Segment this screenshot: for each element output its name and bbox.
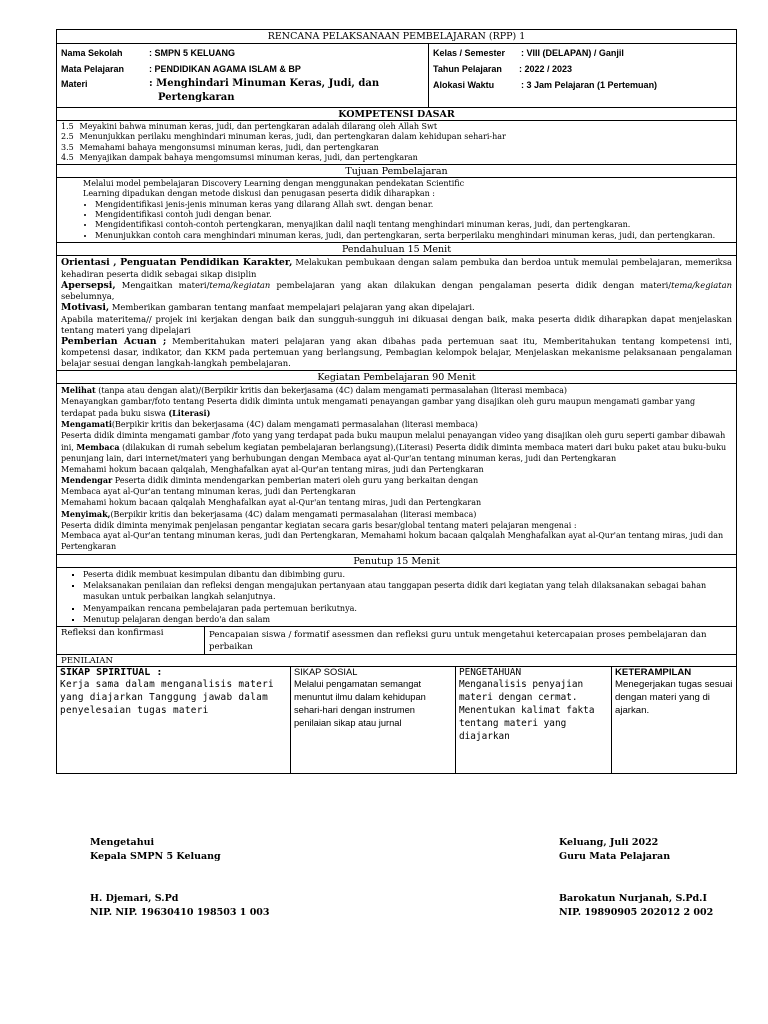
kd-item: 4.5 Menyajikan dampak bahaya mengomsumsi minuman keras, judi, dan pertengkaran — [61, 152, 418, 162]
apabila-text: Apabila materitema// projek ini kerjakan dengan baik dan sungguh-sungguh ini dikuasai dengan baik, maka peserta didik diharapkan dapat menjelaskan tentang materi yang dipelajari — [61, 313, 732, 335]
keterampilan-body: Menegerjakan tugas sesuai dengan materi yang di ajarkan. — [615, 678, 733, 716]
tujuan-list — [83, 200, 732, 241]
kegiatan-block: Melihat (tanpa atau dengan alat)/(Berpikir kritis dan bekerjasama (4C) dalam mengamati permasalahan (literasi membaca) Menayangkan gambar/foto tentang Peserta didik diminta untuk mengamati penayangan gambar yang disajikan oleh guru maupun mengamati gambar yang terdapat pada buku siswa (Literasi) Mengamati(Berpikir kritis dan bekerjasama (4C) dalam mengamati permasalahan (literasi membaca) Peserta didik diminta mengamati gambar /foto yang yang terdapat pada buku maupun melalui penayangan video yang disajikan oleh guru seperti gambar dibawah ini, Membaca (dilakukan di rumah sebelum kegiatan pembelajaran berlangsung),(Literasi) Peserta didik diminta membaca materi dari buku paket atau buku-buku penunjang lain, dari internet/materi yang berhubungan dengan Membaca ayat al-Qur'an tentang minuman keras, judi dan Pertengkaran Memahami hokum bacaan qalqalah, Menghafalkan ayat al-Qur'an tentang miras, judi dan Pertengkaran Mendengar Peserta didik diminta mendengarkan pemberian materi oleh guru yang berkaitan dengan Membaca ayat al-Qur'an tentang minuman keras, judi dan Pertengkaran Memahami hokum bacaan qalqalah Menghafalkan ayat al-Qur'an tentang miras, judi dan Pertengkaran Menyimak,(Berpikir kritis dan bekerjasama (4C) dalam mengamati permasalahan (literasi membaca) Peserta didik diminta menyimak penjelasan pengantar kegiatan secara garis besar/global tentang materi pelajaran mengenai : Membaca ayat al-Qur'an tentang minuman keras, judi dan Pertengkaran, Memahami hokum bacaan qalqalah Menghafalkan ayat al-Qur'an tentang miras, judi dan Pertengkaran — [57, 384, 736, 555]
sig-right-nip: NIP. 19890905 202012 2 002 — [559, 907, 714, 918]
penilaian-spiritual — [57, 667, 291, 773]
sig-right-name: Barokatun Nurjanah, S.Pd.I — [559, 893, 707, 904]
penutup-item: ▪ Menutup pelajaran dengan berdo'a dan salam — [83, 614, 732, 625]
pengetahuan-title: PENGETAHUAN — [459, 666, 522, 678]
pendahuluan-heading: Pendahuluan 15 Menit — [57, 243, 736, 256]
tujuan-item: • Mengidentifikasi contoh-contoh pertengkaran, menyajikan dalil naqli tentang menghindari minuman keras, judi, dan pertengkaran. — [95, 220, 732, 230]
acuan-label: Pemberian Acuan ; — [61, 335, 167, 347]
refleksi-row — [57, 627, 736, 655]
orientasi-text: Melakukan pembukaan dengan salam pembuka dan berdoa untuk memulai pembelajaran, memeriksa kehadiran peserta didik sebagai sikap disiplin — [61, 256, 732, 279]
pengetahuan-body: Menganalisis penyajian materi dengan cermat. Menentukan kalimat fakta tentang materi yang diajarkan — [459, 678, 595, 742]
subject-label: Mata Pelajaran — [61, 64, 125, 74]
sosial-title: SIKAP SOSIAL — [294, 666, 358, 677]
subject-value: : PENDIDIKAN AGAMA ISLAM & BP — [149, 64, 301, 74]
refleksi-label: Refleksi dan konfirmasi — [57, 627, 205, 654]
tujuan-item: • Mengidentifikasi contoh judi dengan benar. — [95, 210, 732, 220]
school-value: : SMPN 5 KELUANG — [149, 48, 236, 58]
penutup-block — [57, 568, 736, 627]
penilaian-grid — [57, 667, 736, 773]
sosial-body: Melalui pengamatan semangat menuntut ilmu dalam kehidupan sehari-hari dengan instrumen penilaian sikap atau jurnal — [294, 678, 426, 728]
sig-right-line1: Keluang, Juli 2022 — [559, 837, 659, 848]
sig-left-name: H. Djemari, S.Pd — [90, 893, 179, 904]
motivasi-label: Motivasi, — [61, 302, 110, 314]
identity-block — [57, 44, 736, 108]
penilaian-keterampilan — [612, 667, 736, 773]
kd-heading: KOMPETENSI DASAR — [57, 108, 736, 121]
penutup-item: ▪ Menyampaikan rencana pembelajaran pada pertemuan berikutnya. — [83, 603, 732, 614]
penilaian-heading: PENILAIAN — [57, 655, 736, 667]
sig-left-nip: NIP. NIP. 19630410 198503 1 003 — [90, 907, 270, 918]
refleksi-text: Pencapaian siswa / formatif asessmen dan refleksi guru untuk mengetahui ketercapaian proses pembelajaran dan perbaikan — [209, 629, 707, 652]
apersepsi-label: Apersepsi, — [61, 279, 116, 291]
kd-list — [57, 121, 736, 165]
pendahuluan-block: Orientasi , Penguatan Pendidikan Karakter, Melakukan pembukaan dengan salam pembuka dan berdoa untuk memulai pembelajaran, memeriksa kehadiran peserta didik sebagai sikap disiplin Apersepsi, Mengaitkan materi/tema/kegiatan pembelajaran yang akan dilakukan dengan pengalaman peserta didik dengan materi/tema/kegiatan sebelumnya, Motivasi, Memberikan gambaran tentang manfaat mempelajari pelajaran yang akan dipelajari. Apabila materitema// projek ini kerjakan dengan baik dan sungguh-sungguh ini dikuasai dengan baik, maka peserta didik diharapkan dapat menjelaskan tentang materi yang dipelajari Pemberian Acuan ; Memberitahukan materi pelajaran yang akan dibahas pada pertemuan saat itu, Memberitahukan tentang kompetensi inti, kompetensi dasar, indikator, dan KKM pada pertemuan yang berlangsung, Pembagian kelompok belajar, Menjelaskan mekanisme pelaksanaan pengalaman belajar sesuai dengan langkah-langkah pembelajaran. — [57, 256, 736, 371]
tujuan-block — [57, 178, 736, 243]
spiritual-title: SIKAP SPIRITUAL : — [60, 666, 163, 678]
penilaian-sosial — [291, 667, 456, 773]
signature-left — [90, 836, 270, 920]
year-label: Tahun Pelajaran — [433, 64, 502, 74]
time-value: : 3 Jam Pelajaran (1 Pertemuan) — [521, 80, 658, 90]
tujuan-heading: Tujuan Pembelajaran — [57, 165, 736, 178]
identity-left — [57, 44, 429, 107]
materi-label: Materi — [61, 79, 88, 89]
penilaian-pengetahuan — [456, 667, 612, 773]
kd-item: 2.5 Menunjukkan perilaku menghindari minuman keras, judi, dan pertengkaran dalam kehidupan sehari-har — [61, 132, 506, 142]
tujuan-item: • Mengidentifikasi jenis-jenis minuman keras yang dilarang Allah swt. dengan benar. — [95, 200, 732, 210]
signature-right — [559, 836, 713, 920]
orientasi-label: Orientasi , Penguatan Pendidikan Karakter, — [61, 256, 293, 268]
time-label: Alokasi Waktu — [433, 80, 495, 90]
class-value: : VIII (DELAPAN) / Ganjil — [521, 48, 624, 58]
penutup-heading: Penutup 15 Menit — [57, 555, 736, 568]
kegiatan-heading: Kegiatan Pembelajaran 90 Menit — [57, 371, 736, 384]
school-label: Nama Sekolah — [61, 48, 123, 58]
kd-item: 3.5 Memahami bahaya mengonsumsi minuman keras, judi, dan pertengkaran — [61, 142, 379, 152]
tujuan-intro-2: Learning dipadukan dengan metode diskusi dan penugasan peserta didik diharapkan : — [83, 189, 435, 199]
kd-item: 1.5 Meyakini bahwa minuman keras, judi, dan pertengkaran adalah dilarang oleh Allah Swt — [61, 122, 438, 131]
sig-right-line2: Guru Mata Pelajaran — [559, 851, 671, 862]
materi-value: : Menghindari Minuman Keras, Judi, dan — [149, 78, 380, 89]
class-label: Kelas / Semester — [433, 48, 506, 58]
penutup-item: ▪ Peserta didik membuat kesimpulan dibantu dan dibimbing guru. — [83, 569, 732, 580]
sig-left-line1: Mengetahui — [90, 837, 155, 848]
tujuan-intro: Melalui model pembelajaran Discovery Learning dengan menggunakan pendekatan Scientific — [83, 179, 465, 189]
materi-value-cont: Pertengkaran — [158, 92, 235, 103]
keterampilan-title: KETERAMPILAN — [615, 666, 692, 678]
year-value: : 2022 / 2023 — [519, 64, 573, 74]
rpp-document — [56, 29, 737, 774]
sig-left-line2: Kepala SMPN 5 Keluang — [90, 851, 221, 862]
tujuan-item: • Menunjukkan contoh cara menghindari minuman keras, judi, dan pertengkaran, serta berperilaku menghindari minuman keras, judi, dan pertengkaran. — [95, 231, 732, 241]
spiritual-body: Kerja sama dalam menganalisis materi yang diajarkan Tanggung jawab dalam penyelesaian tugas materi — [60, 678, 274, 716]
penutup-list — [61, 569, 732, 625]
penutup-item: ▪ Melaksanakan penilaian dan refleksi dengan mengajukan pertanyaan atau tanggapan peserta didik dari kegiatan yang telah dilaksanakan sebagai bahan masukan untuk perbaikan langkah selanjutnya. — [83, 580, 732, 602]
document-title: RENCANA PELAKSANAAN PEMBELAJARAN (RPP) 1 — [57, 30, 736, 44]
identity-right — [429, 44, 736, 107]
